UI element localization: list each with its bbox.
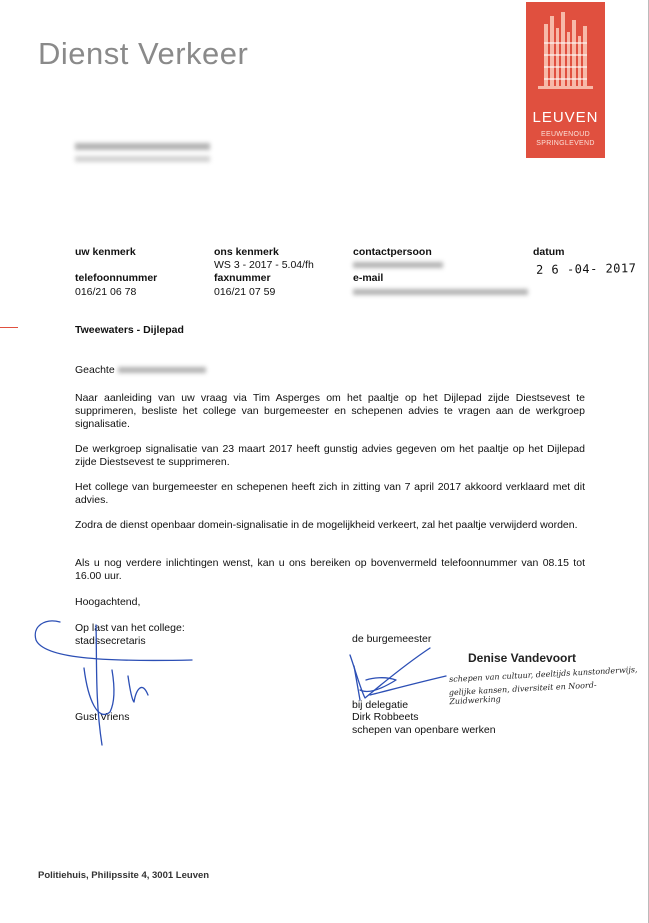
paragraph-4: Zodra de dienst openbaar domein-signalisatie in de mogelijkheid verkeert, zal het paaltje verwijderd worden. <box>75 519 578 531</box>
sig-right-name: Dirk Robbeets <box>352 711 419 723</box>
sig-right-delegation: bij delegatie <box>352 699 409 711</box>
salutation: Geachte <box>75 364 115 376</box>
logo-tagline-1: EEUWENOUD <box>541 131 590 138</box>
right-signature-stroke-3 <box>370 676 446 695</box>
label-uw-kenmerk: uw kenmerk <box>75 246 136 258</box>
label-contactpersoon: contactpersoon <box>353 246 432 258</box>
left-signature-stroke-2 <box>96 625 102 745</box>
ons-kenmerk-value: WS 3 - 2017 - 5.04/fh <box>214 259 314 271</box>
letter-subject: Tweewaters - Dijlepad <box>75 324 184 336</box>
stamp-line-1: schepen van cultuur, deeltijds kunstonderwijs, <box>448 665 638 684</box>
logo-city: LEUVEN <box>532 109 599 126</box>
left-signature-stroke-4 <box>128 676 148 702</box>
closing: Hoogachtend, <box>75 596 141 608</box>
label-datum: datum <box>533 246 565 258</box>
paragraph-1: Naar aanleiding van uw vraag via Tim Asperges om het paaltje op het Dijlepad zijde Diestsevest te supprimeren, besliste het college van burgemeester en schepenen advies te vragen aan de werkgroep signalisatie. <box>75 392 585 430</box>
label-email: e-mail <box>353 272 384 284</box>
telefoonnummer-value: 016/21 06 78 <box>75 286 137 298</box>
sig-right-role: de burgemeester <box>352 633 432 645</box>
left-signature-stroke-3 <box>84 668 114 714</box>
label-ons-kenmerk: ons kenmerk <box>214 246 279 258</box>
sig-left-name: Gust Vriens <box>75 711 130 723</box>
paragraph-5: Als u nog verdere inlichtingen wenst, kan u ons bereiken op bovenvermeld telefoonnummer van 08.15 tot 16.00 uur. <box>75 557 585 582</box>
left-signature-stroke-1 <box>35 621 192 660</box>
datum-value: 2 6 -04- 2017 <box>535 261 637 277</box>
sig-left-line-1: Op last van het college: <box>75 622 185 634</box>
sig-right-title: schepen van openbare werken <box>352 724 496 736</box>
logo-tagline-2: SPRINGLEVEND <box>536 140 595 147</box>
sig-left-line-2: stadssecretaris <box>75 635 146 647</box>
paragraph-3: Het college van burgemeester en schepenen heeft zich in zitting van 7 april 2017 akkoord verklaard met dit advies. <box>75 481 585 506</box>
stamp-line-2: gelijke kansen, diversiteit en Noord-Zuidwerking <box>448 680 597 707</box>
label-telefoonnummer: telefoonnummer <box>75 272 158 284</box>
footer-address: Politiehuis, Philipssite 4, 3001 Leuven <box>38 870 210 881</box>
stamp-name: Denise Vandevoort <box>468 651 577 665</box>
label-faxnummer: faxnummer <box>214 272 271 284</box>
faxnummer-value: 016/21 07 59 <box>214 286 276 298</box>
department-title: Dienst Verkeer <box>38 36 249 71</box>
paragraph-2: De werkgroep signalisatie van 23 maart 2017 heeft gunstig advies gegeven om het paaltje op het Dijlepad zijde Diestsevest te supprimeren. <box>75 443 585 468</box>
